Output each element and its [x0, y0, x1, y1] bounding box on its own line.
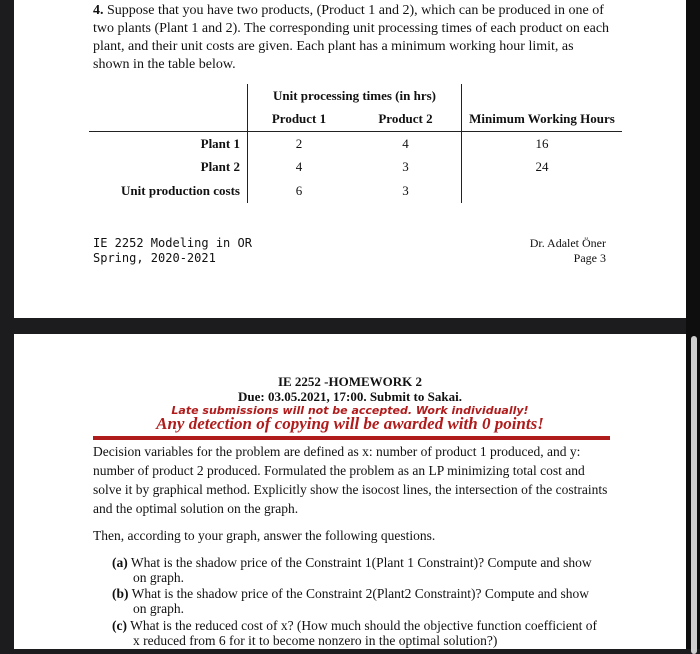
cell-value: 3 — [402, 182, 409, 198]
question-label: (b) — [112, 586, 129, 601]
cell-value: 6 — [248, 179, 351, 203]
question-line1: What is the shadow price of the Constraint 2(Plant2 Constraint)? Compute and show — [131, 586, 590, 601]
group-header: Unit processing times (in hrs) — [248, 84, 462, 108]
col-header-min-hours: Minimum Working Hours — [462, 108, 623, 132]
footer-author: Dr. Adalet Öner — [529, 236, 606, 250]
row-label: Plant 2 — [200, 159, 240, 175]
footer-term: Spring, 2020-2021 — [93, 251, 216, 265]
footer-right — [530, 236, 606, 266]
question-label: (a) — [112, 555, 128, 570]
table-row — [89, 179, 622, 203]
table-row — [89, 156, 622, 180]
question-line1: What is the shadow price of the Constraint 1(Plant 1 Constraint)? Compute and show — [130, 555, 592, 570]
question-line2: x reduced from 6 for it to become nonzero in the optimal solution?) — [133, 633, 498, 648]
footer-page-number: Page 3 — [573, 251, 606, 265]
question-body: Suppose that you have two products, (Product 1 and 2), which can be produced in one of two plants (Plant 1 and 2). The corresponding unit processing times of each product on each plant, and their unit costs are given. Each plant has a minimum working hour limit, as shown in the table below. — [93, 3, 610, 72]
cell-value: 2 — [248, 132, 351, 156]
cell-value: 4 — [248, 156, 351, 180]
cell-value: 24 — [462, 156, 623, 180]
question-line1: What is the reduced cost of x? (How much should the objective function coefficient of — [130, 618, 597, 633]
question-label: (c) — [112, 618, 127, 633]
document-page-2 — [14, 334, 686, 649]
cell-value: 3 — [402, 159, 409, 175]
divider — [93, 436, 610, 440]
row-label: Plant 1 — [200, 135, 240, 151]
question-c — [112, 618, 612, 648]
question-4-text — [93, 2, 613, 74]
question-line2: on graph. — [133, 601, 184, 616]
question-a — [112, 555, 612, 585]
row-label: Unit production costs — [121, 182, 240, 198]
scrollbar-thumb[interactable] — [691, 336, 697, 654]
document-page-1 — [14, 0, 686, 318]
copying-warning: Any detection of copying will be awarded with 0 points! — [156, 414, 544, 433]
footer-left — [93, 236, 252, 266]
instructions-followup: Then, according to your graph, answer the following questions. — [93, 528, 436, 543]
cell-value — [462, 179, 623, 203]
instructions-paragraph: Decision variables for the problem are defined as x: number of product 1 produced, and y: number of product 2 produced. Formulated the problem as an LP minimizing total cost and solve it by graphical method. Explicitly show the isocost lines, the intersection of the costraints and the optimal solution on the graph. — [93, 444, 608, 516]
footer-course: IE 2252 Modeling in OR — [93, 236, 252, 250]
question-line2: on graph. — [133, 570, 184, 585]
col-header-product1: Product 1 — [248, 108, 351, 132]
homework-title: IE 2252 -HOMEWORK 2 — [277, 374, 423, 389]
cell-value: 4 — [402, 135, 409, 151]
due-date: Due: 03.05.2021, 17:00. Submit to Sakai. — [238, 389, 462, 404]
cell-value: 16 — [462, 132, 623, 156]
question-number: 4. — [93, 3, 104, 18]
late-submission-note: Late submissions will not be accepted. Work individually! — [171, 404, 529, 417]
question-b — [112, 586, 612, 616]
processing-times-table — [89, 84, 622, 203]
table-row — [89, 132, 622, 156]
col-header-product2: Product 2 — [350, 108, 462, 132]
